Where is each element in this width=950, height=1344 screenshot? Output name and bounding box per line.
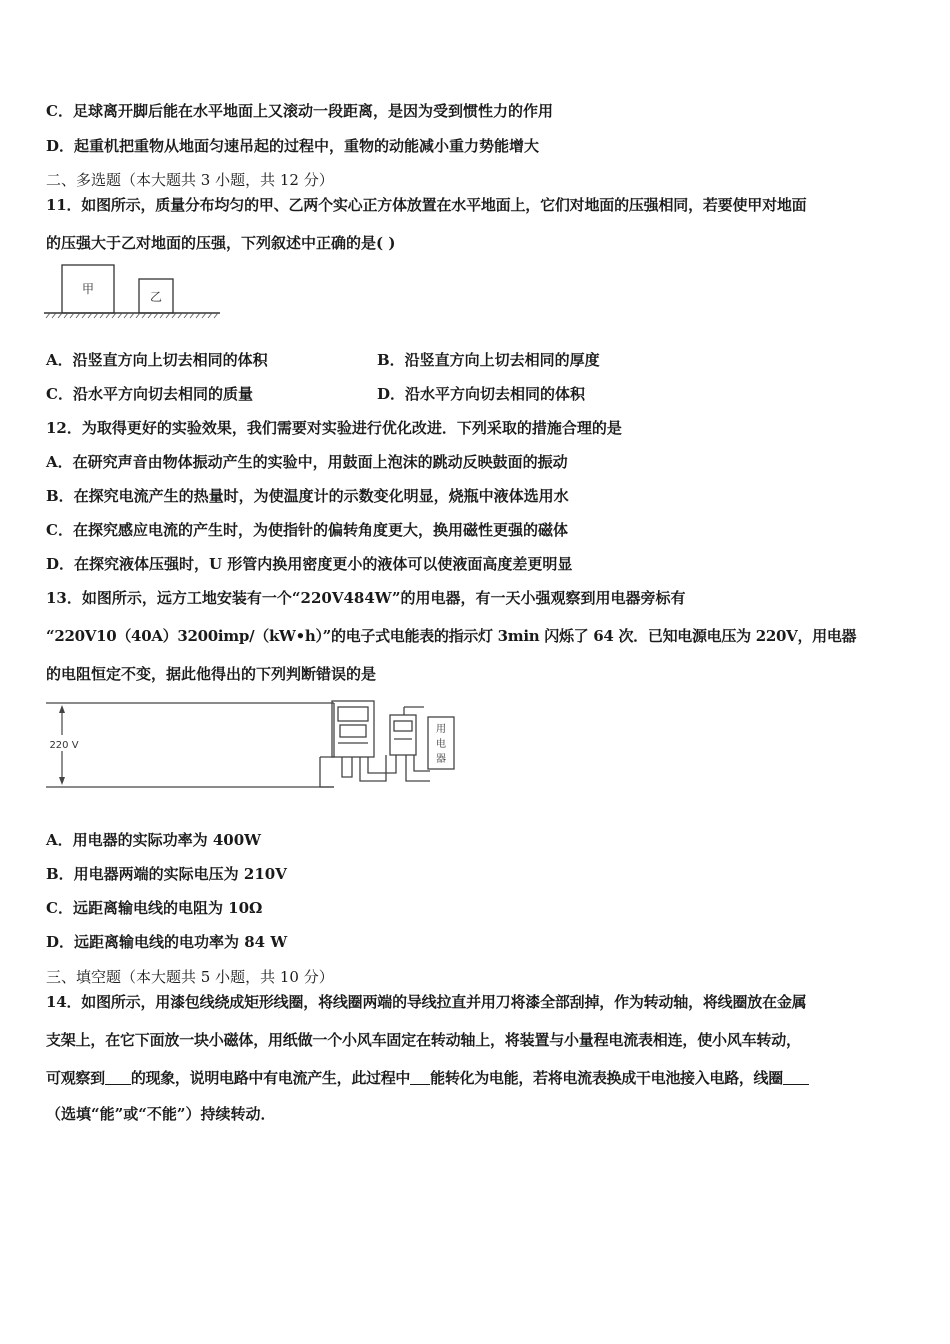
q11-option-b: B．沿竖直方向上切去相同的厚度 bbox=[377, 351, 600, 369]
q12-stem: 12．为取得更好的实验效果，我们需要对实验进行优化改进．下列采取的措施合理的是 bbox=[46, 419, 622, 437]
q13-circuit-figure bbox=[44, 693, 462, 799]
q10-option-d: D．起重机把重物从地面匀速吊起的过程中，重物的动能减小重力势能增大 bbox=[46, 137, 540, 155]
q14-blank-2[interactable] bbox=[410, 1070, 430, 1085]
q11-stem-line-1: 11．如图所示，质量分布均匀的甲、乙两个实心正方体放置在水平地面上，它们对地面的压强相同，若要使甲对地面 bbox=[46, 196, 807, 214]
q12-option-d: D．在探究液体压强时，U 形管内换用密度更小的液体可以使液面高度差更明显 bbox=[46, 555, 573, 573]
q13-option-b: B．用电器两端的实际电压为 210V bbox=[46, 865, 287, 883]
q13-stem-line-1: 13．如图所示，远方工地安装有一个“220V484W”的用电器，有一天小强观察到用电器旁标有 bbox=[46, 589, 686, 607]
q14-stem-line-1: 14．如图所示，用漆包线绕成矩形线圈，将线圈两端的导线拉直并用刀将漆全部刮掉，作为转动轴，将线圈放在金属 bbox=[46, 993, 807, 1011]
section-3-heading: 三、填空题（本大题共 5 小题，共 10 分） bbox=[46, 968, 334, 986]
q13-option-d: D．远距离输电线的电功率为 84 W bbox=[46, 933, 288, 951]
q11-option-d: D．沿水平方向切去相同的体积 bbox=[377, 385, 586, 403]
q11-option-a: A．沿竖直方向上切去相同的体积 bbox=[46, 351, 268, 369]
q14-blank-1[interactable] bbox=[105, 1070, 131, 1085]
appliance-label-2: 电 bbox=[436, 739, 446, 750]
q12-option-c: C．在探究感应电流的产生时，为使指针的偏转角度更大，换用磁性更强的磁体 bbox=[46, 521, 568, 539]
q13-option-a: A．用电器的实际功率为 400W bbox=[46, 831, 262, 849]
appliance-label-1: 用 bbox=[436, 724, 446, 735]
q14-text-2: 的现象，说明电路中有电流产生，此过程中 bbox=[130, 1069, 411, 1087]
q14-text-3: 能转化为电能，若将电流表换成干电池接入电路，线圈 bbox=[430, 1069, 783, 1087]
q14-stem-line-4: （选填“能”或“不能”）持续转动． bbox=[46, 1105, 276, 1123]
q13-stem-line-2: “220V10（40A）3200imp/（kW•h）”的电子式电能表的指示灯 3min 闪烁了 64 次．已知电源电压为 220V，用电器 bbox=[46, 627, 857, 645]
q11-stem-line-2: 的压强大于乙对地面的压强，下列叙述中正确的是( ) bbox=[46, 234, 396, 252]
q14-stem-line-3 bbox=[46, 1068, 809, 1088]
q14-blank-3[interactable] bbox=[783, 1070, 809, 1085]
appliance-label-3: 器 bbox=[436, 754, 446, 765]
voltage-label: 220 V bbox=[49, 740, 79, 751]
q13-option-c: C．远距离输电线的电阻为 10Ω bbox=[46, 899, 263, 917]
q14-stem-line-2: 支架上，在它下面放一块小磁体，用纸做一个小风车固定在转动轴上，将装置与小量程电流表相连，使小风车转动， bbox=[46, 1031, 801, 1049]
q13-stem-line-3: 的电阻恒定不变，据此他得出的下列判断错误的是 bbox=[46, 665, 377, 683]
q12-option-a: A．在研究声音由物体振动产生的实验中，用鼓面上泡沫的跳动反映鼓面的振动 bbox=[46, 453, 568, 471]
q14-text-1: 可观察到 bbox=[46, 1069, 105, 1087]
block-jia-label: 甲 bbox=[81, 282, 95, 296]
q11-option-c: C．沿水平方向切去相同的质量 bbox=[46, 385, 253, 403]
q11-figure-blocks bbox=[44, 262, 224, 324]
section-2-heading: 二、多选题（本大题共 3 小题，共 12 分） bbox=[46, 171, 334, 189]
block-yi-label: 乙 bbox=[149, 290, 163, 304]
q12-option-b: B．在探究电流产生的热量时，为使温度计的示数变化明显，烧瓶中液体选用水 bbox=[46, 487, 569, 505]
q10-option-c: C．足球离开脚后能在水平地面上又滚动一段距离，是因为受到惯性力的作用 bbox=[46, 102, 553, 120]
